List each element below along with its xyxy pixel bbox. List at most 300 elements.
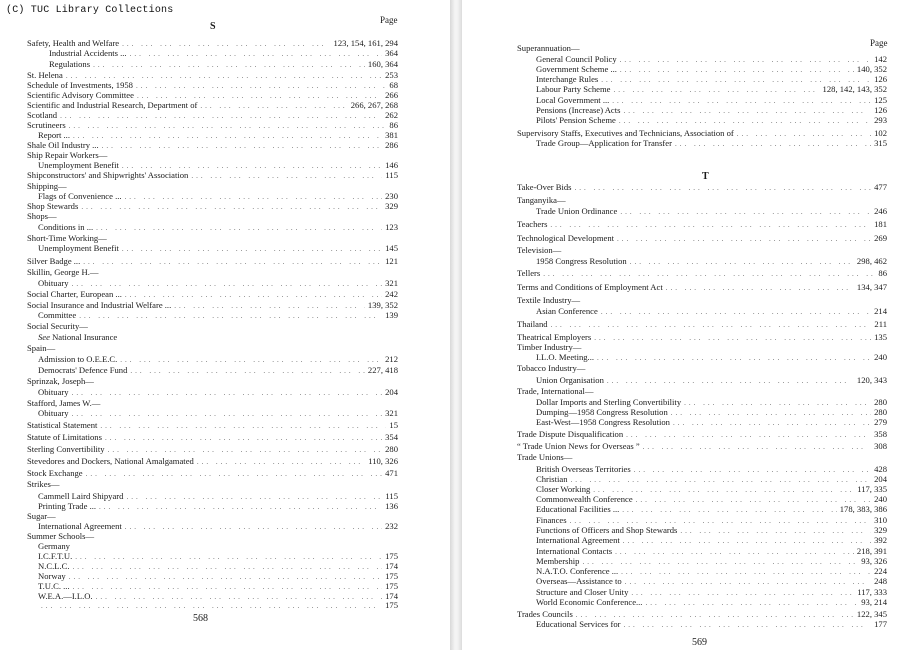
- entry-pages: 68: [389, 80, 398, 90]
- entry-label: Skillin, George H.—: [27, 267, 99, 277]
- entry-pages: 310: [874, 515, 887, 525]
- index-entry: [38, 408, 398, 419]
- entry-pages: 321: [385, 408, 398, 418]
- entry-pages: 246: [874, 206, 887, 216]
- entry-pages: 126: [874, 105, 887, 115]
- entry-label: Stock Exchange: [27, 468, 83, 478]
- entry-label: “ Trade Union News for Overseas ”: [517, 441, 640, 451]
- entry-label: Terms and Conditions of Employment Act: [517, 282, 663, 292]
- leader-dots: [72, 388, 383, 398]
- index-entry: [536, 535, 887, 546]
- leader-dots: [597, 353, 871, 363]
- index-entry: [27, 456, 398, 467]
- entry-pages: 293: [874, 115, 887, 125]
- entry-pages: 123: [385, 222, 398, 232]
- leader-dots: [607, 376, 854, 386]
- index-entry: [27, 420, 398, 431]
- entry-label: St. Helena: [27, 70, 63, 80]
- entry-pages: 146: [385, 160, 398, 170]
- left-page: [0, 0, 450, 650]
- entry-pages: 227, 418: [367, 365, 398, 375]
- leader-dots: [122, 244, 382, 254]
- entry-pages: 110, 326: [368, 456, 398, 466]
- entry-label: International Agreement: [38, 521, 122, 531]
- entry-label: Trade Unions—: [517, 452, 573, 462]
- entry-label: W.E.A.—I.L.O.: [38, 591, 93, 601]
- entry-pages: 175: [385, 600, 398, 610]
- index-entry: [38, 387, 398, 398]
- entry-label: Local Government ...: [536, 95, 610, 105]
- leader-dots: [72, 409, 383, 419]
- leader-dots: [675, 139, 871, 149]
- entry-pages: 248: [874, 576, 887, 586]
- entry-label: Regulations: [49, 59, 91, 69]
- leader-dots: [130, 366, 365, 376]
- entry-pages: 181: [874, 219, 887, 229]
- index-entry: [27, 531, 398, 541]
- leader-dots: [601, 307, 871, 317]
- entry-pages: 269: [874, 233, 887, 243]
- leader-dots: [623, 620, 871, 630]
- entry-pages: 242: [385, 289, 398, 299]
- entry-label: Supervisory Staffs, Executives and Technicians, Association of: [517, 128, 734, 138]
- entry-label: N.C.L.C.: [38, 561, 70, 571]
- entry-pages: 232: [385, 521, 398, 531]
- entry-label: Structure and Closer Unity: [536, 587, 629, 597]
- entry-label: Christian: [536, 474, 568, 484]
- leader-dots: [93, 60, 365, 70]
- entry-label: Educational Services for: [536, 619, 621, 629]
- entry-pages: 280: [874, 397, 887, 407]
- entry-label: Closer Working: [536, 484, 591, 494]
- entry-label: Labour Party Scheme: [536, 84, 611, 94]
- entry-label: I.L.O. Meeting...: [536, 352, 594, 362]
- index-entry: [49, 59, 398, 70]
- entry-pages: 298, 462: [856, 256, 887, 266]
- leader-dots: [543, 269, 875, 279]
- entry-label: Ship Repair Workers—: [27, 150, 108, 160]
- entry-pages: 123, 154, 161, 294: [333, 38, 398, 48]
- entry-label: Shipping—: [27, 181, 67, 191]
- entry-pages: 329: [385, 201, 398, 211]
- index-entry: [38, 222, 398, 233]
- leader-dots: [551, 320, 872, 330]
- index-entry: [517, 386, 887, 396]
- index-entry: [27, 444, 398, 455]
- index-entry: [27, 479, 398, 489]
- entry-label: Statistical Statement: [27, 420, 98, 430]
- index-entry: [536, 375, 887, 386]
- entry-label: Pensions (Increase) Acts: [536, 105, 621, 115]
- leader-dots: [197, 457, 365, 467]
- page-number-left: 568: [193, 613, 208, 624]
- entry-pages: 126: [874, 74, 887, 84]
- index-entry: [536, 306, 887, 317]
- index-entry: [536, 206, 887, 217]
- entry-label: Obituary: [38, 408, 69, 418]
- entry-pages: 128, 142, 143, 352: [822, 84, 887, 94]
- entry-pages: 140, 352: [856, 64, 887, 74]
- entry-label: Obituary: [38, 278, 69, 288]
- index-entry: [38, 243, 398, 254]
- entry-label: Industrial Accidents ...: [49, 48, 127, 58]
- index-entry: [517, 219, 887, 230]
- entry-label: Technological Development: [517, 233, 614, 243]
- entry-pages: 253: [385, 70, 398, 80]
- index-entry: [536, 504, 887, 515]
- entry-label: Asian Conference: [536, 306, 598, 316]
- entry-pages: 121: [385, 256, 398, 266]
- leader-dots: [125, 290, 382, 300]
- entry-label: Silver Badge ...: [27, 256, 81, 266]
- entry-pages: 392: [874, 535, 887, 545]
- entry-label: Sprinzak, Joseph—: [27, 376, 94, 386]
- entry-label: Tobacco Industry—: [517, 363, 586, 373]
- index-entry: [536, 115, 887, 126]
- entry-label: Unemployment Benefit: [38, 160, 119, 170]
- entry-label: Interchange Rules: [536, 74, 599, 84]
- entry-label: Social Security—: [27, 321, 88, 331]
- entry-pages: 214: [874, 306, 887, 316]
- index-entry: [517, 342, 887, 352]
- entry-pages: 175: [385, 571, 398, 581]
- entry-pages: 477: [874, 182, 887, 192]
- index-entry: [536, 256, 887, 267]
- entry-label: Germany: [38, 541, 70, 551]
- index-entry: [27, 267, 398, 277]
- entry-pages: 262: [385, 110, 398, 120]
- index-entry: [27, 150, 398, 160]
- index-entry: [27, 321, 398, 331]
- index-entry: [27, 511, 398, 521]
- entry-pages: 134, 347: [856, 282, 887, 292]
- entry-pages: 15: [389, 420, 398, 430]
- leader-dots: [130, 49, 383, 59]
- entry-label: Teachers: [517, 219, 548, 229]
- entry-label: Committee: [38, 310, 77, 320]
- index-entry: [517, 182, 887, 193]
- index-entry: [536, 417, 887, 428]
- entry-label: Conditions in ...: [38, 222, 94, 232]
- entry-label: Social Charter, European ...: [27, 289, 122, 299]
- leader-dots: [550, 220, 871, 230]
- entry-pages: 142: [874, 54, 887, 64]
- entry-label: East-West—1958 Congress Resolution: [536, 417, 670, 427]
- page-column-header: Page: [870, 38, 888, 48]
- page-column-header: Page: [380, 15, 398, 25]
- entry-label: Unemployment Benefit: [38, 243, 119, 253]
- entry-label: Social Insurance and Industrial Welfare ...: [27, 300, 172, 310]
- leader-dots: [96, 223, 382, 233]
- entry-pages: 230: [385, 191, 398, 201]
- entry-label: Democrats' Defence Fund: [38, 365, 128, 375]
- entry-pages: 117, 333: [857, 587, 887, 597]
- index-entry: [517, 319, 887, 330]
- entry-label: International Contacts: [536, 546, 613, 556]
- entry-label: Textile Industry—: [517, 295, 581, 305]
- entry-label: General Council Policy: [536, 54, 617, 64]
- leader-dots: [617, 234, 871, 244]
- entry-pages: 266, 267, 268: [350, 100, 398, 110]
- leader-dots: [108, 445, 383, 455]
- index-entry: [38, 541, 398, 551]
- index-entry: [27, 398, 398, 408]
- entry-label: Shipconstructors' and Shipwrights' Association: [27, 170, 189, 180]
- index-entry: [536, 619, 887, 630]
- leader-dots: [645, 598, 858, 608]
- entry-pages: 428: [874, 464, 887, 474]
- entry-label: Scrutineers: [27, 120, 66, 130]
- entry-label: Sugar—: [27, 511, 56, 521]
- entry-pages: 381: [385, 130, 398, 140]
- entry-label: Scotland: [27, 110, 58, 120]
- index-entry: [27, 170, 398, 181]
- entry-pages: 93, 214: [861, 597, 887, 607]
- leader-dots: [191, 171, 382, 181]
- entry-label: Commonwealth Conference: [536, 494, 633, 504]
- leader-dots: [643, 442, 871, 452]
- entry-pages: 240: [874, 352, 887, 362]
- index-entry: [517, 452, 887, 462]
- entry-pages: 329: [874, 525, 887, 535]
- entry-label: Stevedores and Dockers, National Amalgamated: [27, 456, 194, 466]
- entry-label: I.C.F.T.U.: [38, 551, 73, 561]
- entry-label: Finances: [536, 515, 567, 525]
- entry-label: Obituary: [38, 387, 69, 397]
- entry-label: Dumping—1958 Congress Resolution: [536, 407, 668, 417]
- entry-pages: 145: [385, 243, 398, 253]
- entry-label: World Economic Conference...: [536, 597, 643, 607]
- index-entry: [536, 576, 887, 587]
- leader-dots: [613, 85, 819, 95]
- index-entry: [38, 600, 398, 611]
- entry-label: Schedule of Investments, 1958: [27, 80, 133, 90]
- entry-label: Safety, Health and Welfare: [27, 38, 120, 48]
- watermark: (C) TUC Library Collections: [6, 5, 174, 16]
- entry-label: Scientific Advisory Committee: [27, 90, 134, 100]
- entry-label: British Overseas Territories: [536, 464, 631, 474]
- entry-pages: 102: [874, 128, 887, 138]
- entry-label: Short-Time Working—: [27, 233, 107, 243]
- entry-pages: 218, 391: [856, 546, 887, 556]
- entry-label: Trade, International—: [517, 386, 594, 396]
- entry-label: Trades Councils: [517, 609, 573, 619]
- entry-pages: 117, 335: [857, 484, 887, 494]
- entry-pages: 177: [874, 619, 887, 629]
- entry-label: 1958 Congress Resolution: [536, 256, 627, 266]
- entry-pages: 266: [385, 90, 398, 100]
- leader-dots: [622, 505, 836, 515]
- entry-pages: 280: [874, 407, 887, 417]
- entry-label: Trade Group—Application for Transfer: [536, 138, 672, 148]
- entry-pages: 308: [874, 441, 887, 451]
- entry-label: T.U.C. ...: [38, 581, 70, 591]
- entry-pages: 115: [385, 170, 398, 180]
- entry-label: Television—: [517, 245, 562, 255]
- leader-dots: [83, 257, 382, 267]
- index-entry: [536, 597, 887, 608]
- entry-label: N.A.T.O. Conference ...: [536, 566, 619, 576]
- index-entry: [27, 289, 398, 300]
- entry-pages: 212: [385, 354, 398, 364]
- entry-pages: 139: [385, 310, 398, 320]
- entry-label: International Agreement: [536, 535, 620, 545]
- entry-label: Tanganyika—: [517, 195, 566, 205]
- leader-dots: [666, 283, 854, 293]
- entry-label: Scientific and Industrial Research, Department of: [27, 100, 198, 110]
- entry-label: Report ...: [38, 130, 70, 140]
- index-entry: [38, 354, 398, 365]
- entry-pages: 364: [385, 48, 398, 58]
- index-entry: [38, 278, 398, 289]
- entry-pages: 178, 383, 386: [839, 504, 887, 514]
- entry-pages: 286: [385, 140, 398, 150]
- entry-label: Pilots' Pension Scheme: [536, 115, 616, 125]
- leader-dots: [72, 279, 383, 289]
- entry-label: Tellers: [517, 268, 541, 278]
- index-entry: [49, 48, 398, 59]
- entry-pages: 86: [389, 120, 398, 130]
- entry-pages: 354: [385, 432, 398, 442]
- index-entry: [38, 365, 398, 376]
- index-entry: [38, 332, 398, 342]
- entry-pages: 120, 343: [856, 375, 887, 385]
- right-page: [462, 0, 910, 650]
- entry-label: Shops—: [27, 211, 57, 221]
- entry-label: Membership: [536, 556, 580, 566]
- entry-label: Functions of Officers and Shop Stewards: [536, 525, 678, 535]
- leader-dots: [120, 355, 382, 365]
- entry-label: Trade Dispute Disqualification: [517, 429, 624, 439]
- index-entry: [517, 245, 887, 255]
- entry-pages: 174: [385, 591, 398, 601]
- entry-label: Take-Over Bids: [517, 182, 572, 192]
- entry-pages: 139, 352: [367, 300, 398, 310]
- entry-pages: 204: [385, 387, 398, 397]
- entry-label: Overseas—Assistance to: [536, 576, 622, 586]
- entry-pages: 315: [874, 138, 887, 148]
- entry-label: Union Organisation: [536, 375, 604, 385]
- leader-dots: [105, 433, 382, 443]
- index-entry: [536, 138, 887, 149]
- leader-dots: [626, 430, 871, 440]
- entry-pages: 93, 326: [861, 556, 887, 566]
- entry-label: Sterling Convertibility: [27, 444, 105, 454]
- leader-dots: [623, 536, 871, 546]
- entry-label: Cammell Laird Shipyard: [38, 491, 124, 501]
- entry-pages: 240: [874, 494, 887, 504]
- entry-pages: 136: [385, 501, 398, 511]
- entry-pages: 115: [385, 491, 398, 501]
- leader-dots: [620, 207, 871, 217]
- entry-label: Strikes—: [27, 479, 60, 489]
- index-entry: [27, 211, 398, 221]
- index-entry: [536, 352, 887, 363]
- leader-dots: [41, 601, 382, 611]
- entry-pages: 211: [874, 319, 887, 329]
- entry-label: Statute of Limitations: [27, 432, 102, 442]
- leader-dots: [79, 311, 382, 321]
- index-entry: [517, 295, 887, 305]
- index-entry: [536, 84, 887, 95]
- entry-pages: 174: [385, 561, 398, 571]
- index-entry: [27, 181, 398, 191]
- leader-dots: [86, 469, 383, 479]
- entry-pages: 160, 364: [367, 59, 398, 69]
- section-letter-s: S: [210, 21, 217, 32]
- page-number-right: 569: [692, 637, 707, 648]
- entry-pages: 279: [874, 417, 887, 427]
- entry-pages: 321: [385, 278, 398, 288]
- index-entry: [27, 468, 398, 479]
- index-entry: [27, 343, 398, 353]
- entry-pages: 358: [874, 429, 887, 439]
- book-gutter: [450, 0, 462, 650]
- index-entry: [517, 233, 887, 244]
- entry-label: Timber Industry—: [517, 342, 582, 352]
- leader-dots: [673, 418, 871, 428]
- entry-label: Admission to O.E.E.C.: [38, 354, 118, 364]
- entry-pages: 86: [878, 268, 887, 278]
- leader-dots: [575, 183, 872, 193]
- index-entry: [517, 268, 887, 279]
- entry-pages: 125: [874, 95, 887, 105]
- entry-label: Superannuation—: [517, 43, 580, 53]
- see-reference: See: [38, 332, 50, 342]
- entry-label: Printing Trade ...: [38, 501, 97, 511]
- entry-label: Trade Union Ordinance: [536, 206, 618, 216]
- index-entry: [38, 310, 398, 321]
- entry-label: Educational Facilities ...: [536, 504, 620, 514]
- entry-label: Flags of Convenience ...: [38, 191, 122, 201]
- entry-label: Norway: [38, 571, 66, 581]
- entry-label: [38, 332, 117, 342]
- index-entry: [27, 233, 398, 243]
- leader-dots: [625, 577, 871, 587]
- index-entry: [517, 43, 887, 53]
- entry-label: Government Scheme ...: [536, 64, 617, 74]
- entry-pages: 175: [385, 581, 398, 591]
- index-entry: [27, 256, 398, 267]
- leader-dots: [619, 116, 871, 126]
- index-entry: [517, 195, 887, 205]
- index-entry: [517, 282, 887, 293]
- entry-label: Spain—: [27, 343, 56, 353]
- entry-pages: 224: [874, 566, 887, 576]
- entry-label: Thailand: [517, 319, 548, 329]
- entry-label: Dollar Imports and Sterling Convertibility: [536, 397, 682, 407]
- entry-label: Theatrical Employers: [517, 332, 592, 342]
- entry-label: Shale Oil Industry ...: [27, 140, 99, 150]
- entry-pages: 135: [874, 332, 887, 342]
- section-letter-t: T: [702, 171, 710, 182]
- index-entry: [517, 363, 887, 373]
- entry-pages: 280: [385, 444, 398, 454]
- entry-label: Summer Schools—: [27, 531, 95, 541]
- entry-label: Stafford, James W.—: [27, 398, 101, 408]
- leader-dots: [100, 421, 386, 431]
- entry-pages: 471: [385, 468, 398, 478]
- entry-label: Shop Stewards: [27, 201, 79, 211]
- see-target: National Insurance: [49, 332, 118, 342]
- index-entry: [517, 441, 887, 452]
- index-entry: [517, 429, 887, 440]
- leader-dots: [630, 257, 854, 267]
- index-entry: [27, 376, 398, 386]
- entry-pages: 204: [874, 474, 887, 484]
- index-entry: [27, 432, 398, 443]
- entry-pages: 175: [385, 551, 398, 561]
